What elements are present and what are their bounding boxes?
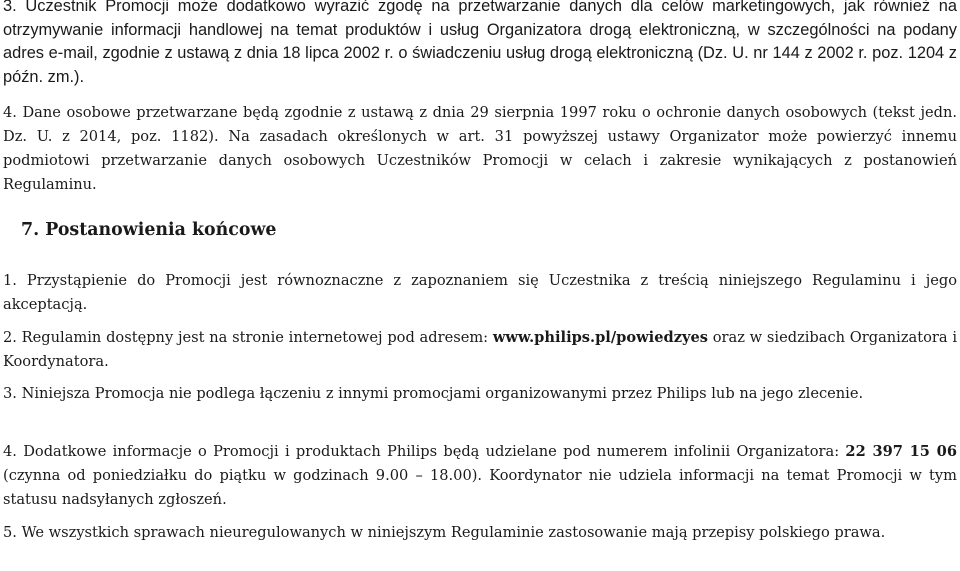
section-heading-7: 7. Postanowienia końcowe xyxy=(21,220,277,240)
paragraph-7-3: 3. Niniejsza Promocja nie podlega łączeniu z innymi promocjami organizowanymi przez Philips lub na jego zlecenie. xyxy=(3,385,864,402)
paragraph-7-1: 1. Przystąpienie do Promocji jest równoznaczne z zapoznaniem się Uczestnika z treścią niniejszego Regulaminu i jego akceptacją. xyxy=(3,272,957,313)
paragraph-6-3: 3. Uczestnik Promocji może dodatkowo wyrazić zgodę na przetwarzanie danych dla celów marketingowych, jak również na otrzymywanie informacji handlowej na temat produktów i usług Organizatora drogą elektroniczną, w szczególności na podany adres e-mail, zgodnie z ustawą z dnia 18 lipca 2002 r. o świadczeniu usług drogą elektroniczną (Dz. U. nr 144 z 2002 r. poz. 1204 z późn. zm.). xyxy=(3,0,957,86)
paragraph-7-2-text-end: oraz w siedzibach Organizatora i Koordynatora. xyxy=(3,329,957,370)
paragraph-7-5: 5. We wszystkich sprawach nieuregulowanych w niniejszym Regulaminie zastosowanie mają przepisy polskiego prawa. xyxy=(3,524,886,541)
paragraph-6-4: 4. Dane osobowe przetwarzane będą zgodnie z ustawą z dnia 29 sierpnia 1997 roku o ochronie danych osobowych (tekst jedn. Dz. U. z 2014, poz. 1182). Na zasadach określonych w art. 31 powyższej ustawy Organizator może powierzyć innemu podmiotowi przetwarzanie danych osobowych Uczestników Promocji w celach i zakresie wynikających z postanowień Regulaminu. xyxy=(3,104,957,193)
paragraph-7-2 xyxy=(3,326,957,374)
paragraph-7-4 xyxy=(3,440,957,512)
paragraph-7-4-text-end: (czynna od poniedziałku do piątku w godzinach 9.00 – 18.00). Koordynator nie udziela informacji na temat Promocji w tym statusu nadsyłanych zgłoszeń. xyxy=(3,467,957,508)
paragraph-7-4-text-start: 4. Dodatkowe informacje o Promocji i produktach Philips będą udzielane pod numerem infolinii Organizatora: xyxy=(3,443,846,460)
regulations-url-link[interactable]: www.philips.pl/powiedzyes xyxy=(492,329,708,346)
paragraph-7-2-text-start: 2. Regulamin dostępny jest na stronie internetowej pod adresem: xyxy=(3,329,493,346)
hotline-phone-number: 22 397 15 06 xyxy=(845,443,957,460)
